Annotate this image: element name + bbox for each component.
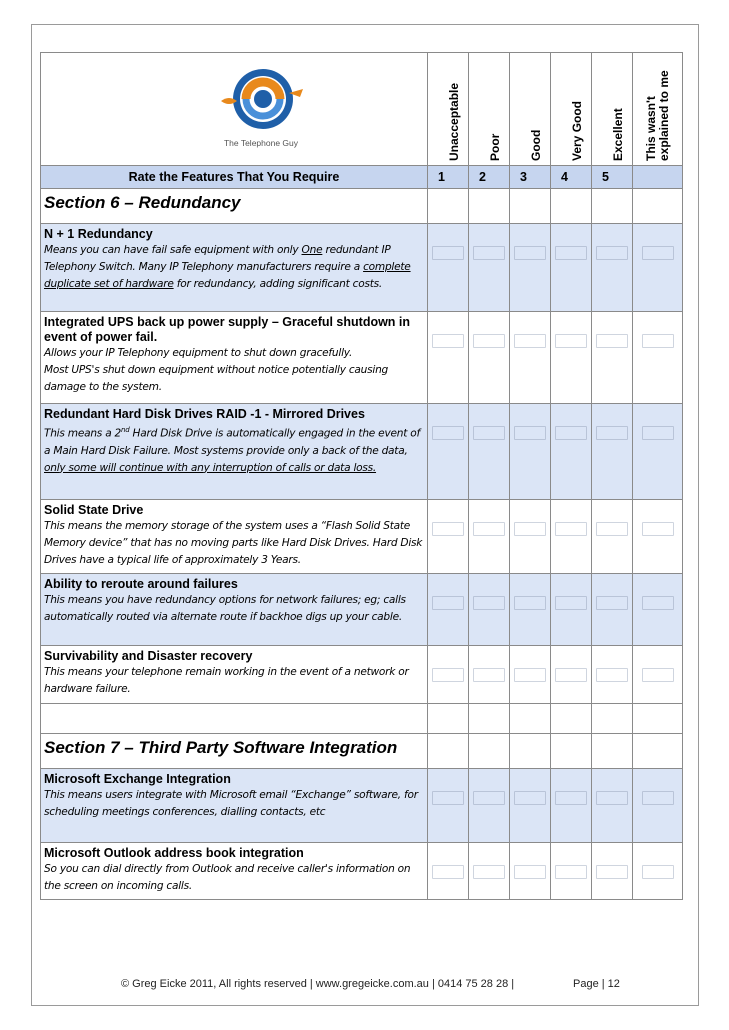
rating-checkbox-5[interactable]: [596, 334, 628, 348]
rating-checkbox-4[interactable]: [555, 246, 587, 260]
rating-checkbox-1[interactable]: [432, 865, 464, 879]
rating-label-not-explained: This wasn't explained to me: [644, 70, 671, 161]
rating-number-4: 4: [551, 166, 592, 189]
rating-checkbox-3[interactable]: [514, 668, 546, 682]
rating-checkbox-4[interactable]: [555, 791, 587, 805]
rating-checkbox-5[interactable]: [596, 668, 628, 682]
feature-description: Means you can have fail safe equipment with only One redundant IP Telephony Switch. Many IP Telephony manufacturers require a complete duplicate set of hardware for redundancy, adding significant costs.: [44, 244, 411, 290]
feature-description: This means users integrate with Microsoft email “Exchange” software, for scheduling meetings conferences, dialling contacts, etc: [44, 789, 418, 818]
rating-number-1: 1: [428, 166, 469, 189]
feature-rating-table: [40, 52, 683, 900]
rating-checkbox-5[interactable]: [596, 791, 628, 805]
rating-checkbox-3[interactable]: [514, 865, 546, 879]
feature-description-line: Allows your IP Telephony equipment to shut down gracefully.: [44, 347, 353, 359]
rating-checkbox-not-explained[interactable]: [642, 246, 674, 260]
rating-checkbox-2[interactable]: [473, 246, 505, 260]
feature-raid-mirrored-drives: [41, 404, 428, 500]
rating-number-5: 5: [592, 166, 633, 189]
rating-checkbox-1[interactable]: [432, 426, 464, 440]
rating-checkbox-4[interactable]: [555, 334, 587, 348]
rating-label-excellent: Excellent: [611, 108, 625, 161]
feature-title: Integrated UPS back up power supply – Graceful shutdown in event of power fail.: [44, 315, 411, 344]
rating-checkbox-not-explained[interactable]: [642, 668, 674, 682]
rating-checkbox-3[interactable]: [514, 246, 546, 260]
rating-checkbox-2[interactable]: [473, 522, 505, 536]
rating-number-3: 3: [510, 166, 551, 189]
rating-checkbox-4[interactable]: [555, 426, 587, 440]
footer-page-number: Page | 12: [573, 978, 620, 990]
feature-solid-state-drive: [41, 500, 428, 574]
rating-checkbox-4[interactable]: [555, 522, 587, 536]
feature-title: N + 1 Redundancy: [44, 227, 153, 241]
feature-description: So you can dial directly from Outlook and receive caller's information on the screen on incoming calls.: [44, 863, 411, 892]
logo-cell: [41, 53, 428, 166]
rating-checkbox-3[interactable]: [514, 426, 546, 440]
rating-checkbox-1[interactable]: [432, 334, 464, 348]
rating-checkbox-not-explained[interactable]: [642, 334, 674, 348]
rating-checkbox-1[interactable]: [432, 522, 464, 536]
rating-checkbox-2[interactable]: [473, 426, 505, 440]
feature-n1-redundancy: [41, 224, 428, 312]
rating-checkbox-2[interactable]: [473, 334, 505, 348]
feature-exchange-integration: [41, 769, 428, 843]
rating-checkbox-1[interactable]: [432, 246, 464, 260]
feature-title: Microsoft Outlook address book integration: [44, 846, 304, 860]
rating-checkbox-1[interactable]: [432, 668, 464, 682]
rating-number-2: 2: [469, 166, 510, 189]
rating-label-good: Good: [529, 129, 543, 161]
feature-title: Redundant Hard Disk Drives RAID -1 - Mirrored Drives: [44, 407, 365, 421]
rating-checkbox-3[interactable]: [514, 522, 546, 536]
rating-label-poor: Poor: [488, 133, 502, 161]
footer-copyright: © Greg Eicke 2011, All rights reserved | www.gregeicke.com.au | 0414 75 28 28 |: [121, 978, 515, 990]
rating-checkbox-2[interactable]: [473, 596, 505, 610]
rating-checkbox-3[interactable]: [514, 791, 546, 805]
rating-checkbox-not-explained[interactable]: [642, 791, 674, 805]
section-6-title: Section 6 – Redundancy: [41, 189, 428, 224]
rating-label-unacceptable: Unacceptable: [447, 82, 461, 161]
feature-ups-backup: [41, 312, 428, 404]
feature-title: Ability to reroute around failures: [44, 577, 238, 591]
feature-description-line: Most UPS's shut down equipment without notice potentially causing damage to the system.: [44, 364, 389, 393]
rating-checkbox-not-explained[interactable]: [642, 865, 674, 879]
feature-title: Microsoft Exchange Integration: [44, 772, 231, 786]
spacer-row: [41, 704, 428, 734]
rating-checkbox-5[interactable]: [596, 865, 628, 879]
section-7-title: Section 7 – Third Party Software Integration: [41, 734, 428, 769]
feature-description: This means a 2nd Hard Disk Drive is automatically engaged in the event of a Main Hard Disk Failure. Most systems provide only a back of the data, only some will continue with any interruption of calls or data loss.: [44, 426, 420, 474]
rating-checkbox-4[interactable]: [555, 865, 587, 879]
feature-description: This means you have redundancy options for network failures; eg; calls automatically routed via alternate route if backhoe digs up your cable.: [44, 594, 406, 623]
feature-outlook-integration: [41, 843, 428, 900]
rating-checkbox-1[interactable]: [432, 791, 464, 805]
rating-number-blank: [633, 166, 683, 189]
rating-label-very-good: Very Good: [570, 100, 584, 161]
rating-checkbox-4[interactable]: [555, 668, 587, 682]
rating-checkbox-1[interactable]: [432, 596, 464, 610]
rating-checkbox-not-explained[interactable]: [642, 426, 674, 440]
rating-checkbox-not-explained[interactable]: [642, 596, 674, 610]
feature-title: Solid State Drive: [44, 503, 144, 517]
rating-checkbox-3[interactable]: [514, 596, 546, 610]
rating-checkbox-5[interactable]: [596, 522, 628, 536]
feature-reroute-failures: [41, 574, 428, 646]
rating-checkbox-3[interactable]: [514, 334, 546, 348]
rating-checkbox-2[interactable]: [473, 668, 505, 682]
rating-checkbox-5[interactable]: [596, 426, 628, 440]
logo-caption: The Telephone Guy: [223, 138, 299, 148]
rating-checkbox-not-explained[interactable]: [642, 522, 674, 536]
feature-description: This means the memory storage of the system uses a “Flash Solid State Memory device” that has no moving parts like Hard Disk Drives. Hard Disk Drives have a typical life of approximately 3 Years.: [44, 520, 423, 566]
rate-features-label: Rate the Features That You Require: [41, 166, 428, 189]
rating-checkbox-2[interactable]: [473, 865, 505, 879]
rating-checkbox-2[interactable]: [473, 791, 505, 805]
rating-checkbox-5[interactable]: [596, 596, 628, 610]
feature-description: This means your telephone remain working in the event of a network or hardware failure.: [44, 666, 409, 695]
rating-checkbox-4[interactable]: [555, 596, 587, 610]
rating-checkbox-5[interactable]: [596, 246, 628, 260]
feature-title: Survivability and Disaster recovery: [44, 649, 253, 663]
feature-survivability: [41, 646, 428, 704]
